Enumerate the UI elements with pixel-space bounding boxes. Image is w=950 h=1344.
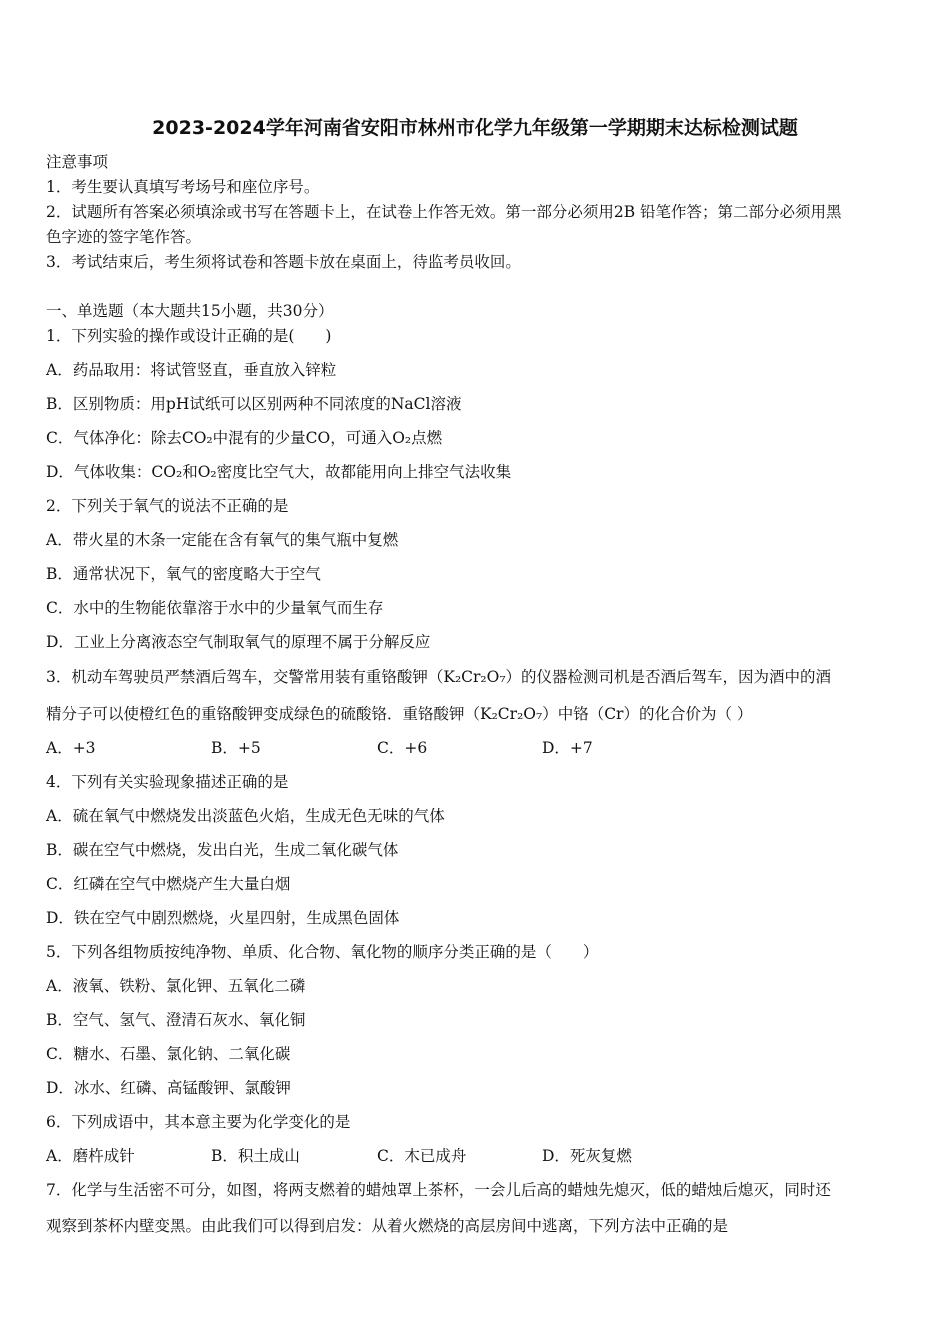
- option-b: B．+5: [211, 739, 261, 757]
- notice-item: 色字迹的签字笔作答。: [46, 228, 202, 246]
- question-stem: 6．下列成语中，其本意主要为化学变化的是: [46, 1113, 351, 1131]
- option-d: D．气体收集：CO₂和O₂密度比空气大，故都能用向上排空气法收集: [46, 463, 512, 481]
- question-stem: 2．下列关于氧气的说法不正确的是: [46, 497, 289, 515]
- option-b: B．碳在空气中燃烧，发出白光，生成二氧化碳气体: [46, 841, 399, 859]
- option-d: D．死灰复燃: [542, 1147, 632, 1165]
- notice-item: 3．考试结束后，考生须将试卷和答题卡放在桌面上，待监考员收回。: [46, 253, 521, 271]
- option-c: C．木已成舟: [377, 1147, 467, 1165]
- option-c: C．+6: [377, 739, 428, 757]
- option-d: D．铁在空气中剧烈燃烧，火星四射，生成黑色固体: [46, 909, 400, 927]
- question-stem: 精分子可以使橙红色的重铬酸钾变成绿色的硫酸铬．重铬酸钾（K₂Cr₂O₇）中铬（Cr）的化合价为（ ）: [46, 705, 753, 723]
- question-stem: 观察到茶杯内壁变黑。由此我们可以得到启发：从着火燃烧的高层房间中逃离，下列方法中正确的是: [46, 1217, 729, 1235]
- question-stem: 1．下列实验的操作或设计正确的是( ): [46, 327, 332, 345]
- option-a: A．磨杵成针: [46, 1147, 135, 1165]
- option-b: B．通常状况下，氧气的密度略大于空气: [46, 565, 321, 583]
- section-heading: 一、单选题（本大题共15小题，共30分）: [46, 302, 334, 320]
- option-d: D．工业上分离液态空气制取氧气的原理不属于分解反应: [46, 633, 431, 651]
- question-stem: 5．下列各组物质按纯净物、单质、化合物、氧化物的顺序分类正确的是（ ）: [46, 943, 599, 961]
- option-a: A．液氧、铁粉、氯化钾、五氧化二磷: [46, 977, 306, 995]
- page-title: 2023-2024学年河南省安阳市林州市化学九年级第一学期期末达标检测试题: [152, 117, 798, 139]
- option-d: D．冰水、红磷、高锰酸钾、氯酸钾: [46, 1079, 291, 1097]
- option-a: A．+3: [46, 739, 96, 757]
- option-c: C．糖水、石墨、氯化钠、二氧化碳: [46, 1045, 291, 1063]
- option-c: C．红磷在空气中燃烧产生大量白烟: [46, 875, 291, 893]
- option-c: C．水中的生物能依靠溶于水中的少量氧气而生存: [46, 599, 384, 617]
- option-b: B．空气、氢气、澄清石灰水、氧化铜: [46, 1011, 306, 1029]
- option-d: D．+7: [542, 739, 593, 757]
- notice-item: 2．试题所有答案必须填涂或书写在答题卡上，在试卷上作答无效。第一部分必须用2B 铅笔作答；第二部分必须用黑: [46, 203, 842, 221]
- notice-item: 1．考生要认真填写考场号和座位序号。: [46, 178, 320, 196]
- option-a: A．药品取用：将试管竖直，垂直放入锌粒: [46, 361, 337, 379]
- option-a: A．硫在氧气中燃烧发出淡蓝色火焰，生成无色无味的气体: [46, 807, 445, 825]
- notice-heading: 注意事项: [46, 153, 109, 171]
- option-b: B．区别物质：用pH试纸可以区别两种不同浓度的NaCl溶液: [46, 395, 462, 413]
- option-a: A．带火星的木条一定能在含有氧气的集气瓶中复燃: [46, 531, 399, 549]
- question-stem: 4．下列有关实验现象描述正确的是: [46, 773, 289, 791]
- question-stem: 3．机动车驾驶员严禁酒后驾车，交警常用装有重铬酸钾（K₂Cr₂O₇）的仪器检测司机是否酒后驾车，因为酒中的酒: [46, 668, 832, 686]
- option-b: B．积土成山: [211, 1147, 300, 1165]
- question-stem: 7．化学与生活密不可分，如图，将两支燃着的蜡烛罩上茶杯，一会儿后高的蜡烛先熄灭，低的蜡烛后熄灭，同时还: [46, 1181, 831, 1199]
- option-c: C．气体净化：除去CO₂中混有的少量CO，可通入O₂点燃: [46, 429, 443, 447]
